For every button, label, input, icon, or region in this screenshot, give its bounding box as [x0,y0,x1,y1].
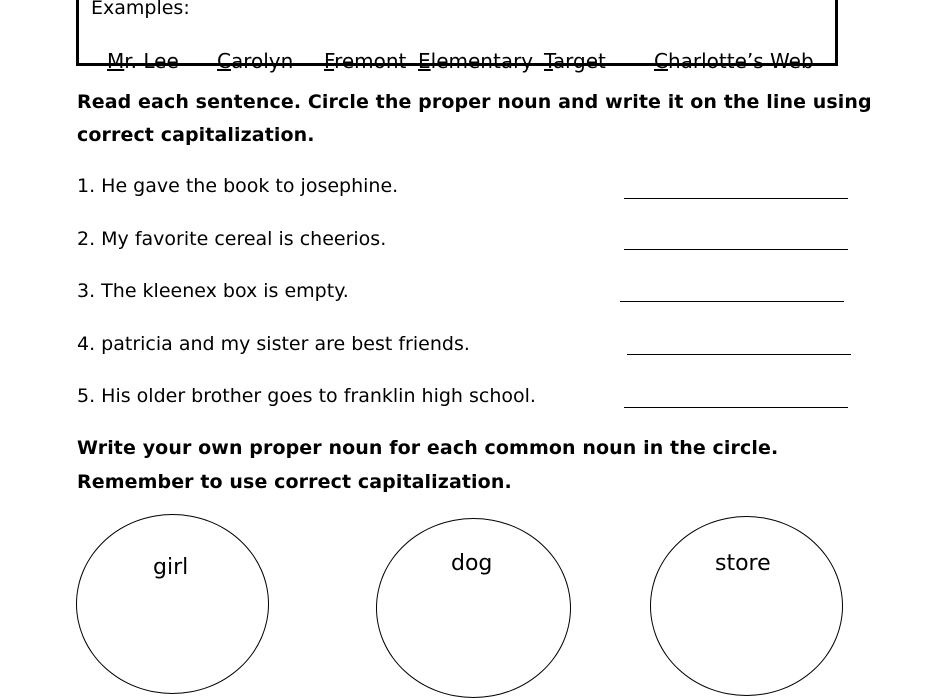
sentence-1: 1. He gave the book to josephine. [77,175,399,197]
sentence-2: 2. My favorite cereal is cheerios. [77,228,387,250]
example-charlottes-web: Charlotte’s Web [654,49,814,73]
answer-line-4[interactable] [627,354,851,355]
answer-line-3[interactable] [620,301,844,302]
answer-line-1[interactable] [624,198,848,199]
section1-instruction-line2: correct capitalization. [77,124,315,146]
example-target: Target [544,49,606,73]
circle-girl[interactable] [76,514,269,694]
example-elementary: Elementary [418,49,534,73]
examples-label: Examples: [91,0,190,19]
section2-instruction-line1: Write your own proper noun for each common noun in the circle. [77,437,779,459]
answer-line-5[interactable] [624,407,848,408]
example-fremont: Fremont [324,49,407,73]
sentence-4: 4. patricia and my sister are best friends. [77,333,470,355]
section2-instruction-line2: Remember to use correct capitalization. [77,471,512,493]
circle-label-girl: girl [153,555,189,580]
circle-label-store: store [715,551,771,576]
sentence-5: 5. His older brother goes to franklin high school. [77,385,536,407]
circle-label-dog: dog [451,551,493,576]
circle-dog[interactable] [376,518,571,698]
example-carolyn: Carolyn [217,49,294,73]
answer-line-2[interactable] [624,249,848,250]
section1-instruction-line1: Read each sentence. Circle the proper noun and write it on the line using [77,91,872,113]
sentence-3: 3. The kleenex box is empty. [77,280,349,302]
circle-store[interactable] [650,516,843,696]
example-mr-lee: Mr. Lee [107,49,179,73]
